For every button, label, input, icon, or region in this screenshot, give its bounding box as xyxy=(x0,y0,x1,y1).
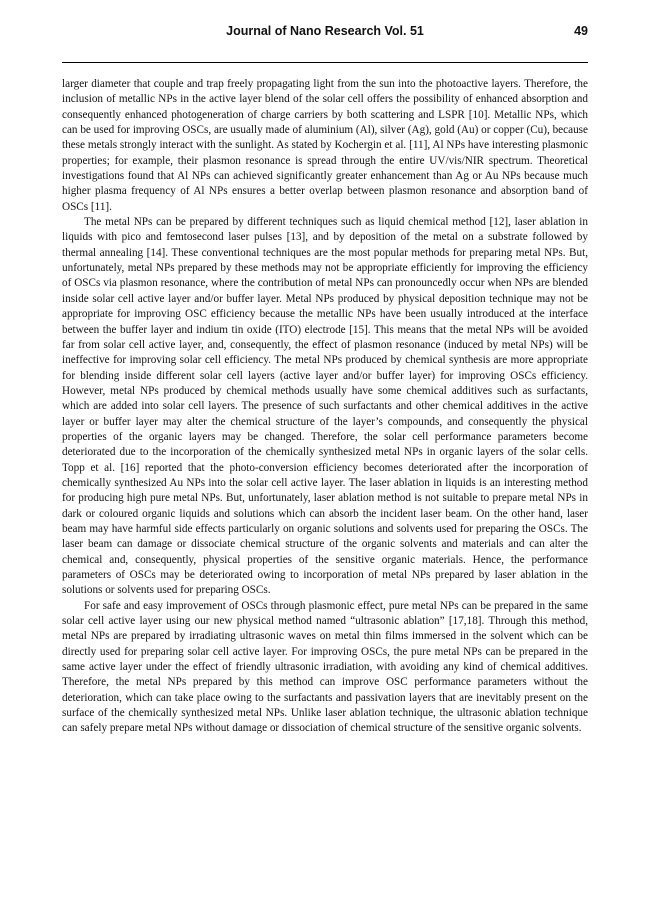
paragraph-ultrasonic-ablation: For safe and easy improvement of OSCs through plasmonic effect, pure metal NPs can be prepared in the same solar cell active layer using our new physical method named “ultrasonic ablation” [17,18]. Through this method, metal NPs are prepared by irradiating ultrasonic waves on metal thin films immersed in the solvent which can be directly used for preparing solar cell active layer. For improving OSCs, the pure metal NPs can be prepared in the same active layer under the effect of friendly ultrasonic irradiation, with avoiding any kind of chemical additives. Therefore, the metal NPs prepared by this method can improve OSC performance parameters without the deterioration, which can take place owing to the surfactants and passivation layers that are inevitably present on the surface of the chemically synthesized metal NPs. Unlike laser ablation technique, the ultrasonic ablation technique can safely prepare metal NPs without damage or dissociation of chemical structure of the sensitive organic solvents. xyxy=(62,599,588,735)
header-rule xyxy=(62,62,588,63)
body-text xyxy=(62,77,588,737)
running-header xyxy=(62,24,588,42)
page-number: 49 xyxy=(574,24,588,38)
journal-title: Journal of Nano Research Vol. 51 xyxy=(226,24,424,38)
paragraph-continued: larger diameter that couple and trap freely propagating light from the sun into the photoactive layers. Therefore, the inclusion of metallic NPs in the active layer blend of the solar cell offers the possibility of enhanced absorption and consequently enhanced photogeneration of charge carriers by both scattering and LSPR [10]. Metallic NPs, which can be used for improving OSCs, are usually made of aluminium (Al), silver (Ag), gold (Au) or copper (Cu), because these metals strongly interact with the sunlight. As stated by Kochergin et al. [11], Al NPs have interesting plasmonic properties; for example, their plasmon resonance is spread through the entire UV/vis/NIR spectrum. Theoretical investigations found that Al NPs can achieved significantly greater enhancement than Ag or Au NPs because much higher plasma frequency of Al NPs ensures a better overlap between plasmon resonance and absorption band of OSCs [11]. xyxy=(62,78,588,213)
paragraph-preparation-methods: The metal NPs can be prepared by different techniques such as liquid chemical method [12], laser ablation in liquids with pico and femtosecond laser pulses [13], and by deposition of the metal on a substrate followed by thermal annealing [14]. These conventional techniques are the most popular methods for preparing metal NPs. But, unfortunately, metal NPs prepared by these methods may not be appropriate efficiently for improving the efficiency of OSCs via plasmon resonance, where the contribution of metal NPs can pronouncedly occur when NPs are blended inside solar cell active layer and/or buffer layer. Metal NPs produced by physical deposition technique may not be appropriate for improving OSC efficiency because the metallic NPs have been usually introduced at the interface between the buffer layer and indium tin oxide (ITO) electrode [15]. This means that the metal NPs will be avoided far from solar cell active layer, and, consequently, the effect of plasmon resonance (induced by metal NPs) will be ineffective for improving solar cell efficiency. The metal NPs produced by chemical synthesis are more appropriate for blending inside different solar cell layers (active layer and/or buffer layer) for improving OSCs efficiency. However, metal NPs produced by chemical methods usually have some chemical additives such as surfactants, which are added into solar cell layers. The presence of such surfactants and other chemical additives in the active layer or buffer layer may alter the chemical structure of the layer’s compounds, and consequently the physical properties of the organic layers may be changed. Therefore, the solar cell performance parameters become deteriorated due to the incorporation of the chemically synthesized metal NPs in organic layers of the solar cells. Topp et al. [16] reported that the photo-conversion efficiency becomes deteriorated after the incorporation of chemically synthesized Au NPs into the solar cell active layer. The laser ablation in liquids is an interesting method for producing high pure metal NPs. But, unfortunately, laser ablation method is not suitable to prepare metal NPs in dark or coloured organic liquids and solutions which can absorb the incident laser beam. On the other hand, laser beam may have harmful side effects particularly on organic solutions and solvents used for preparing the OSCs. The laser beam can damage or dissociate chemical structure of the organic solvents and materials and can alter the chemical and, consequently, physical properties of the sensitive organic materials. Hence, the performance parameters of OSCs may be deteriorated owing to incorporation of metal NPs prepared by laser ablation in the solutions or solvents used for preparing OSCs. xyxy=(62,216,588,597)
